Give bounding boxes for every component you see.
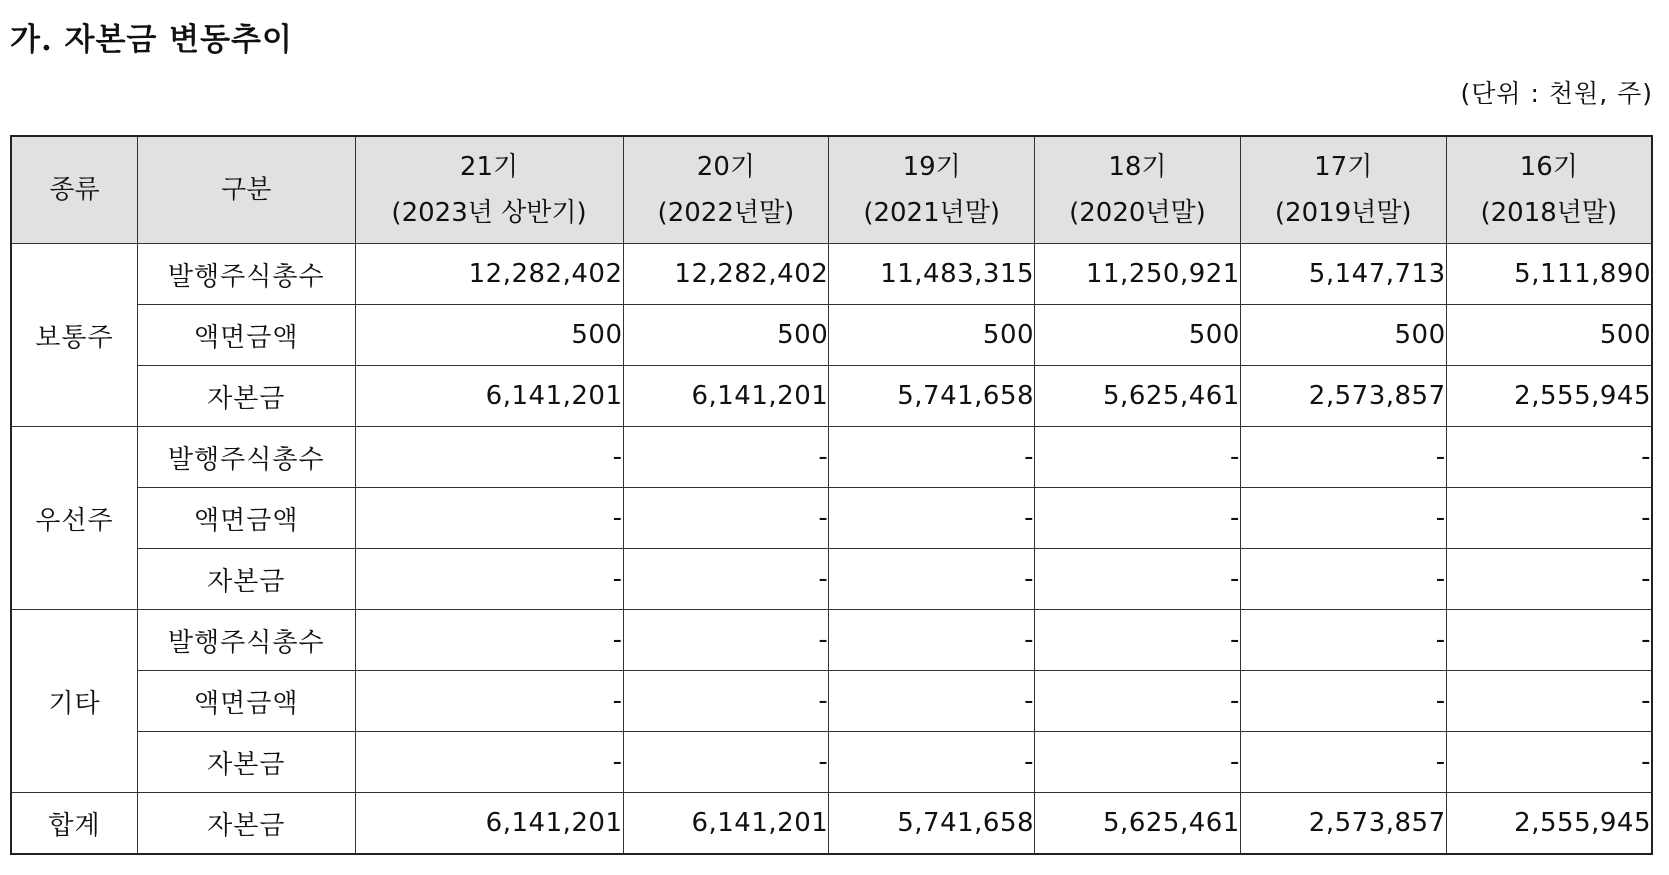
value-cell: - [829, 549, 1035, 610]
category-cell: 자본금 [137, 366, 355, 427]
category-cell: 자본금 [137, 793, 355, 855]
value-cell: 5,741,658 [829, 793, 1035, 855]
table-row [11, 549, 1652, 610]
value-cell: - [829, 610, 1035, 671]
table-row [11, 610, 1652, 671]
value-cell: - [1446, 671, 1652, 732]
table-body [11, 244, 1652, 855]
share-type-cell: 합계 [11, 793, 137, 855]
value-cell: - [1240, 732, 1446, 793]
value-cell: - [1446, 427, 1652, 488]
value-cell: - [1240, 671, 1446, 732]
value-cell: - [623, 549, 829, 610]
value-cell: 5,741,658 [829, 366, 1035, 427]
value-cell: 11,250,921 [1035, 244, 1241, 305]
category-cell: 액면금액 [137, 305, 355, 366]
table-row [11, 427, 1652, 488]
value-cell: - [1446, 610, 1652, 671]
value-cell: - [1035, 549, 1241, 610]
table-row [11, 244, 1652, 305]
share-type-cell: 보통주 [11, 244, 137, 427]
value-cell: - [1446, 549, 1652, 610]
value-cell: 6,141,201 [355, 793, 623, 855]
period-name: 16기 [1519, 152, 1578, 182]
header-period [1035, 136, 1241, 244]
value-cell: 5,147,713 [1240, 244, 1446, 305]
value-cell: - [1035, 610, 1241, 671]
value-cell: - [623, 732, 829, 793]
category-cell: 발행주식총수 [137, 244, 355, 305]
header-period [623, 136, 829, 244]
value-cell: 2,555,945 [1446, 366, 1652, 427]
value-cell: - [1446, 488, 1652, 549]
period-date: (2023년 상반기) [391, 198, 587, 228]
value-cell: - [1240, 549, 1446, 610]
period-name: 19기 [902, 152, 961, 182]
value-cell: - [1240, 488, 1446, 549]
value-cell: 5,625,461 [1035, 793, 1241, 855]
value-cell: - [623, 488, 829, 549]
value-cell: - [1446, 732, 1652, 793]
category-cell: 액면금액 [137, 488, 355, 549]
table-row [11, 305, 1652, 366]
table-row [11, 793, 1652, 855]
header-category: 구분 [137, 136, 355, 244]
value-cell: - [355, 610, 623, 671]
table-row [11, 488, 1652, 549]
value-cell: - [355, 488, 623, 549]
unit-note: (단위 : 천원, 주) [1460, 79, 1653, 108]
value-cell: - [1240, 610, 1446, 671]
value-cell: - [623, 671, 829, 732]
value-cell: 500 [1035, 305, 1241, 366]
value-cell: 12,282,402 [623, 244, 829, 305]
value-cell: 500 [1240, 305, 1446, 366]
value-cell: 500 [355, 305, 623, 366]
period-date: (2019년말) [1274, 198, 1412, 228]
category-cell: 발행주식총수 [137, 610, 355, 671]
table-row [11, 366, 1652, 427]
value-cell: 500 [623, 305, 829, 366]
header-row [11, 136, 1652, 244]
value-cell: 500 [1446, 305, 1652, 366]
value-cell: 2,555,945 [1446, 793, 1652, 855]
period-date: (2020년말) [1069, 198, 1206, 228]
value-cell: 2,573,857 [1240, 793, 1446, 855]
period-date: (2018년말) [1480, 198, 1618, 228]
section-heading: 가. 자본금 변동추이 [10, 22, 293, 58]
value-cell: - [829, 671, 1035, 732]
value-cell: - [1035, 427, 1241, 488]
category-cell: 자본금 [137, 732, 355, 793]
period-date: (2021년말) [863, 198, 1001, 228]
category-cell: 액면금액 [137, 671, 355, 732]
header-type: 종류 [11, 136, 137, 244]
category-cell: 발행주식총수 [137, 427, 355, 488]
value-cell: 6,141,201 [355, 366, 623, 427]
value-cell: - [1035, 488, 1241, 549]
value-cell: 6,141,201 [623, 366, 829, 427]
table-row [11, 732, 1652, 793]
value-cell: 2,573,857 [1240, 366, 1446, 427]
value-cell: - [623, 610, 829, 671]
value-cell: 12,282,402 [355, 244, 623, 305]
value-cell: 5,625,461 [1035, 366, 1241, 427]
value-cell: 6,141,201 [623, 793, 829, 855]
capital-change-table [10, 135, 1653, 855]
value-cell: 11,483,315 [829, 244, 1035, 305]
value-cell: - [355, 427, 623, 488]
value-cell: - [1035, 671, 1241, 732]
header-period [355, 136, 623, 244]
value-cell: - [355, 732, 623, 793]
value-cell: - [355, 549, 623, 610]
value-cell: - [623, 427, 829, 488]
value-cell: - [355, 671, 623, 732]
header-period [1446, 136, 1652, 244]
category-cell: 자본금 [137, 549, 355, 610]
period-name: 17기 [1314, 152, 1373, 182]
value-cell: - [829, 488, 1035, 549]
value-cell: 5,111,890 [1446, 244, 1652, 305]
period-name: 21기 [459, 152, 519, 182]
header-period [1240, 136, 1446, 244]
value-cell: - [1240, 427, 1446, 488]
share-type-cell: 기타 [11, 610, 137, 793]
share-type-cell: 우선주 [11, 427, 137, 610]
table-row [11, 671, 1652, 732]
header-period [829, 136, 1035, 244]
period-name: 20기 [696, 152, 755, 182]
value-cell: - [829, 427, 1035, 488]
value-cell: 500 [829, 305, 1035, 366]
value-cell: - [829, 732, 1035, 793]
value-cell: - [1035, 732, 1241, 793]
period-date: (2022년말) [657, 198, 795, 228]
period-name: 18기 [1108, 152, 1167, 182]
